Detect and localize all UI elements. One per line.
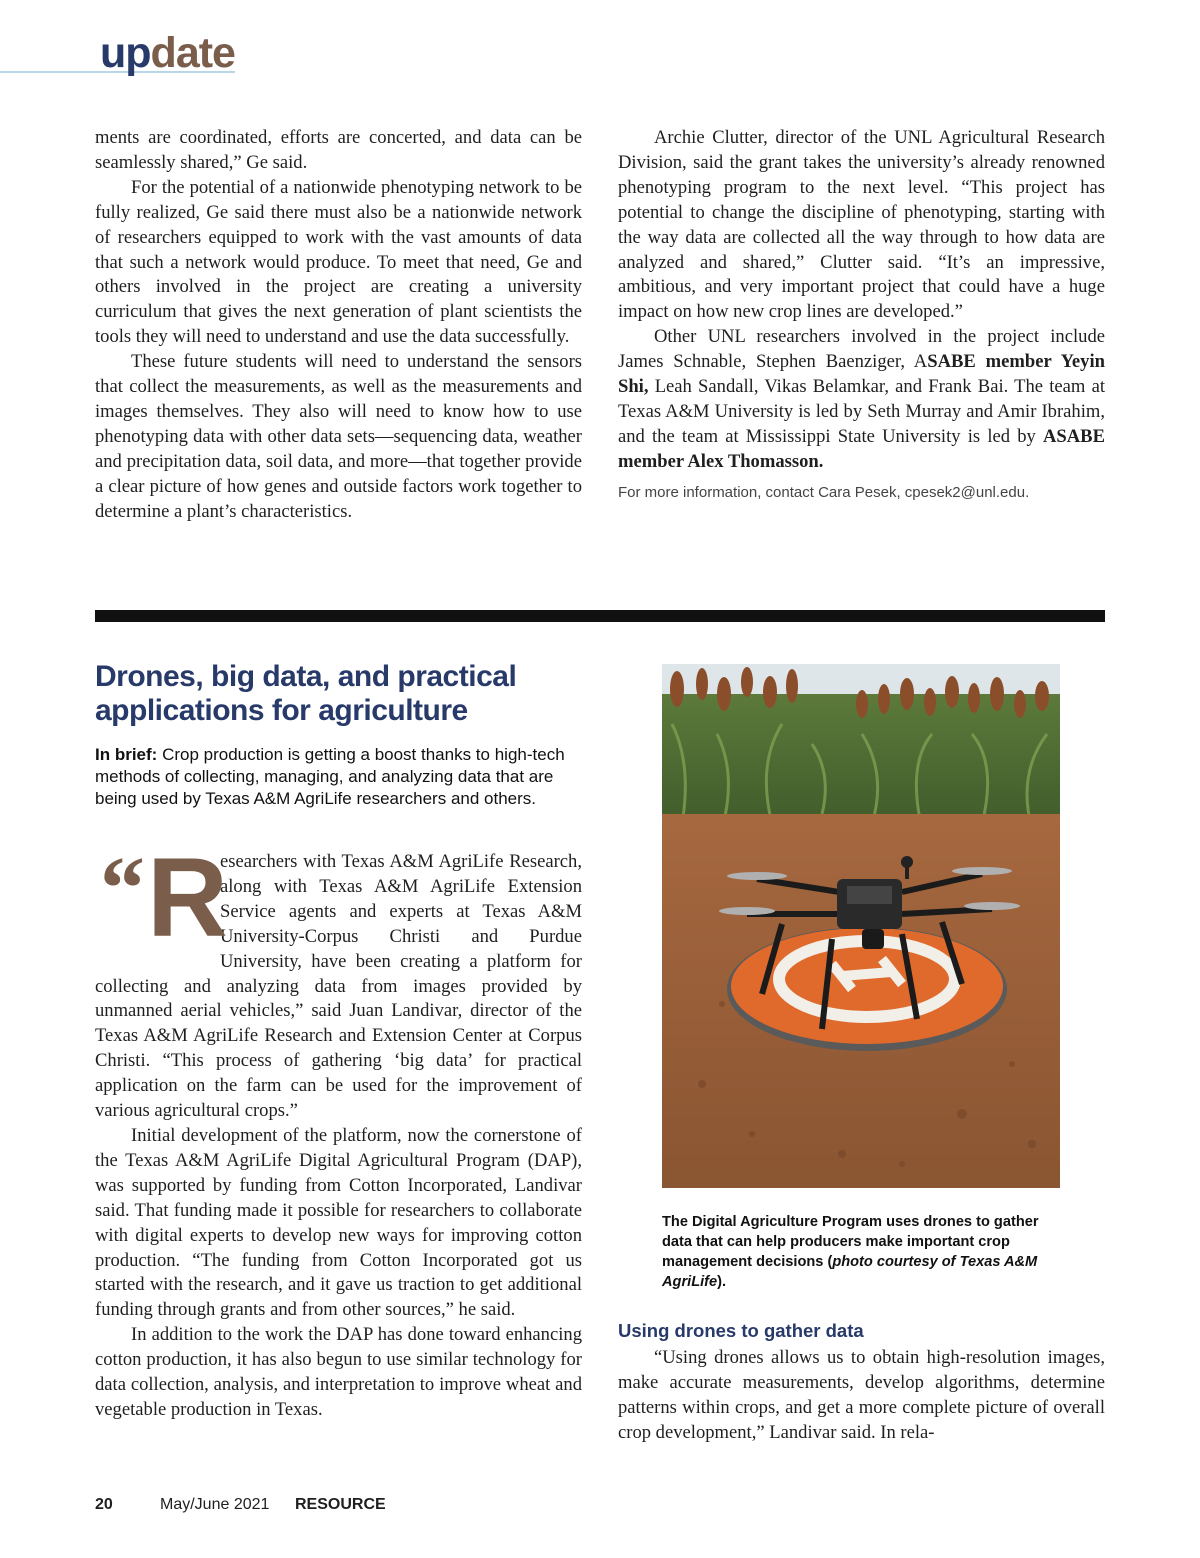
drop-cap-quote: “ [100, 839, 145, 938]
photo-caption: The Digital Agriculture Program uses drones to gather data that can help producers make important crop management decisions (photo courtesy of Texas A&M AgriLife). [662, 1214, 1039, 1290]
paragraph: Archie Clutter, director of the UNL Agricultural Research Division, said the grant takes the university’s already renowned phenotyping program to the next level. “This project has potential to change the discipline of phenotyping, starting with the way data are collected all the way through to how data are analyzed and shared,” Clutter said. “It’s an impressive, ambitious, and very important project that could have a huge impact on how new crop lines are developed.” [618, 127, 1105, 323]
contact-line: For more information, contact Cara Pesek, cpesek2@unl.edu. [618, 483, 1030, 501]
paragraph: esearchers with Texas A&M AgriLife Research, along with Texas A&M AgriLife Extension Service agents and experts at Texas A&M University-Corpus Christi and Purdue University, have been creating a platform for collecting and analyzing data from images provided by unmanned aerial vehicles,” said Juan Landivar, director of the Texas A&M AgriLife Research and Extension Center at Corpus Christi. “This process of gathering ‘big data’ for practical application on the farm can be used for the improvement of various agricultural crops.” [95, 851, 582, 1122]
top-left-column [95, 126, 582, 525]
section-title: update [100, 29, 235, 77]
drop-cap-letter: R [147, 835, 228, 960]
paragraph: Other UNL researchers involved in the project include James Schnable, Stephen Baenziger, ASABE member Yeyin Shi, Leah Sandall, Vikas Belamkar, and Frank Bai. The team at Texas A&M University is led by Seth Murray and Amir Ibrahim, and the team at Mississippi State University is led by ASABE member Alex Thomasson. [618, 326, 1105, 472]
page-number: 20 [95, 1496, 113, 1513]
paragraph: “Using drones allows us to obtain high-resolution images, make accurate measurements, develop algorithms, determine patterns within crops, and get a more complete picture of overall crop development,” Landivar said. In rela- [618, 1347, 1105, 1443]
publication-name: RESOURCE [295, 1496, 386, 1513]
subheading: Using drones to gather data [618, 1320, 864, 1341]
issue-date: May/June 2021 [160, 1496, 270, 1513]
paragraph: These future students will need to understand the sensors that collect the measurements, as well as the measurements and images themselves. They also will need to know how to use phenotyping data with other data sets—sequencing data, weather and precipitation data, soil data, and more—that together provide a clear picture of how genes and outside factors work together to determine a plant’s characteristics. [95, 351, 582, 522]
drop-cap [95, 835, 228, 960]
paragraph: ments are coordinated, efforts are concerted, and data can be seamlessly shared,” Ge said. [95, 127, 582, 173]
section-divider [95, 610, 1105, 622]
article-body-left [95, 835, 582, 1423]
paragraph: In addition to the work the DAP has done toward enhancing cotton production, it has also begun to use similar technology for data collection, analysis, and interpretation to improve wheat and vegetable production in Texas. [95, 1324, 582, 1420]
page-footer [95, 1496, 595, 1520]
in-brief: In brief: Crop production is getting a boost thanks to high-tech methods of collecting, managing, and analyzing data that are being used by Texas A&M AgriLife researchers and others. [95, 745, 565, 808]
top-right-column [618, 126, 1105, 503]
in-brief-label: In brief: [95, 745, 158, 764]
drone-photo [662, 664, 1060, 1188]
article-body-right [618, 1346, 1105, 1446]
paragraph: For the potential of a nationwide phenotyping network to be fully realized, Ge said there must also be a nationwide network of researchers equipped to work with the vast amounts of data that such a network would produce. To meet that need, Ge and others involved in the project are creating a university curriculum that gives the next generation of plant scientists the tools they will need to understand and use the data successfully. [95, 176, 582, 348]
paragraph: Initial development of the platform, now the cornerstone of the Texas A&M AgriLife Digital Agricultural Program (DAP), was supported by funding from Cotton Incorporated, Landivar said. That funding made it possible for researchers to collaborate with digital experts to develop new ways for improving cotton production. “The funding from Cotton Incorporated got us started with the research, and it gave us traction to get additional funding through grants and from other sources,” he said. [95, 1124, 582, 1321]
article-headline: Drones, big data, and practical applications for agriculture [95, 660, 517, 727]
masthead [0, 30, 260, 90]
